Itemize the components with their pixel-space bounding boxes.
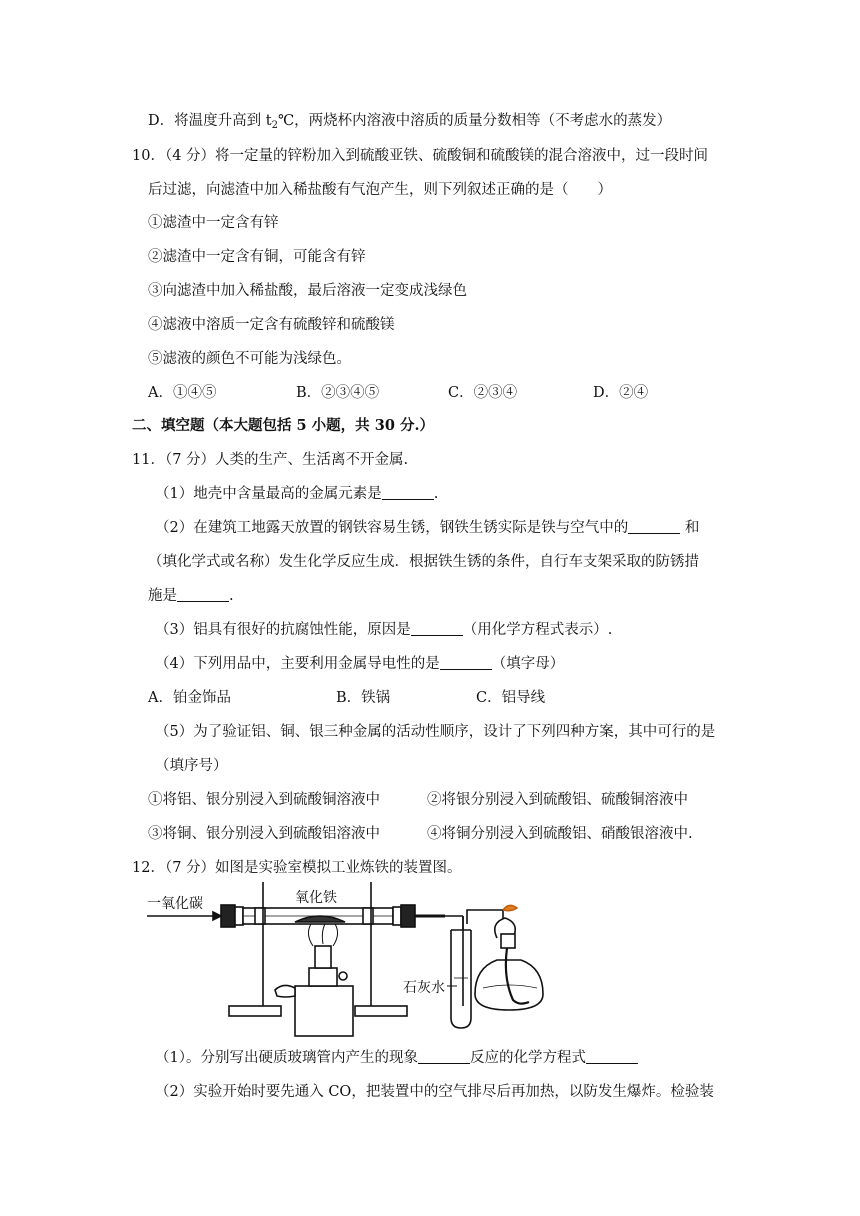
- q10-option-d: D．②④: [593, 385, 649, 401]
- label-co: 一氧化碳: [147, 896, 203, 912]
- answer-blank[interactable]: [586, 1049, 638, 1064]
- flame-icon: [503, 905, 517, 910]
- q12-part2: （2）实验开始时要先通入 CO，把装置中的空气排尽后再加热，以防发生爆炸。检验装: [155, 1084, 714, 1100]
- q11-part2-line2: （填化学式或名称）发生化学反应生成．根据铁生锈的条件，自行车支架采取的防锈措: [148, 554, 699, 570]
- burner-base: [295, 986, 353, 1036]
- section-heading: 二、填空题（本大题包括 5 小题，共 30 分.）: [132, 417, 435, 434]
- answer-blank[interactable]: [411, 621, 463, 636]
- q10-item: ⑤滤液的颜色不可能为浅绿色。: [148, 351, 351, 367]
- answer-blank[interactable]: [440, 655, 492, 670]
- q11-plan: ③将铜、银分别浸入到硫酸铝溶液中: [148, 826, 380, 842]
- label-limewater: 石灰水: [403, 980, 445, 996]
- option-a: A．铂金饰品: [148, 690, 231, 706]
- option-b: B．铁锅: [336, 690, 391, 706]
- q11-plan: ②将银分别浸入到硫酸铝、硫酸铜溶液中: [427, 792, 688, 808]
- answer-blank[interactable]: [177, 587, 229, 602]
- q11-plan: ④将铜分别浸入到硫酸铝、硝酸银溶液中.: [427, 826, 693, 842]
- q11-part2-line3: 施是 .: [148, 588, 234, 604]
- q10-item: ③向滤渣中加入稀盐酸，最后溶液一定变成浅绿色: [148, 283, 467, 299]
- stand-base-left: [229, 1006, 281, 1016]
- q10-item: ④滤液中溶质一定含有硫酸锌和硫酸镁: [148, 317, 395, 333]
- option-c: C．铝导线: [476, 690, 546, 706]
- q11-part1: （1）地壳中含量最高的金属元素是 .: [155, 486, 439, 502]
- q10-item: ②滤渣中一定含有铜，可能含有锌: [148, 249, 366, 265]
- q11-part5-line1: （5）为了验证铝、铜、银三种金属的活动性顺序，设计了下列四种方案，其中可行的是: [155, 724, 716, 740]
- q10-stem-line2: 后过滤，向滤渣中加入稀盐酸有气泡产生，则下列叙述正确的是（ ）: [148, 182, 612, 198]
- iron-smelting-apparatus-diagram: [145, 878, 565, 1043]
- q11-stem: 11．（7 分）人类的生产、生活离不开金属.: [132, 452, 409, 468]
- answer-blank[interactable]: [418, 1049, 470, 1064]
- q11-part3: （3）铝具有很好的抗腐蚀性能，原因是 （用化学方程式表示）.: [155, 622, 613, 638]
- q11-part2: （2）在建筑工地露天放置的钢铁容易生锈，钢铁生锈实际是铁与空气中的 和: [155, 520, 700, 536]
- q10-option-c: C．②③④: [448, 385, 518, 401]
- label-iron-oxide: 氧化铁: [295, 890, 337, 906]
- q11-plan: ①将铝、银分别浸入到硫酸铜溶液中: [148, 792, 380, 808]
- answer-blank[interactable]: [382, 485, 434, 500]
- q11-part5-line2: （填序号）: [155, 758, 228, 774]
- q12-stem: 12．（7 分）如图是实验室模拟工业炼铁的装置图。: [132, 860, 462, 876]
- q10-item: ①滤渣中一定含有锌: [148, 215, 279, 231]
- q11-part4: （4）下列用品中，主要利用金属导电性的是 （填字母）: [155, 656, 565, 672]
- q10-option-b: B．②③④⑤: [296, 385, 380, 401]
- stand-base-right: [355, 1006, 407, 1016]
- arrow-head-icon: [213, 912, 221, 920]
- test-tube: [451, 930, 471, 1028]
- q10-option-a: A．①④⑤: [148, 385, 217, 401]
- q10-stem-line1: 10．（4 分）将一定量的锌粉加入到硫酸亚铁、硫酸铜和硫酸镁的混合溶液中，过一段时间: [132, 148, 709, 164]
- answer-blank[interactable]: [628, 519, 680, 534]
- right-stopper: [401, 905, 415, 927]
- q12-part1: （1）。分别写出硬质玻璃管内产生的现象 反应的化学方程式: [155, 1048, 638, 1068]
- left-stopper: [221, 905, 235, 927]
- q9-option-d: D．将温度升高到 $t_2℃$，两烧杯内溶液中溶质的质量分数相等（不考虑水的蒸发）: [148, 113, 672, 131]
